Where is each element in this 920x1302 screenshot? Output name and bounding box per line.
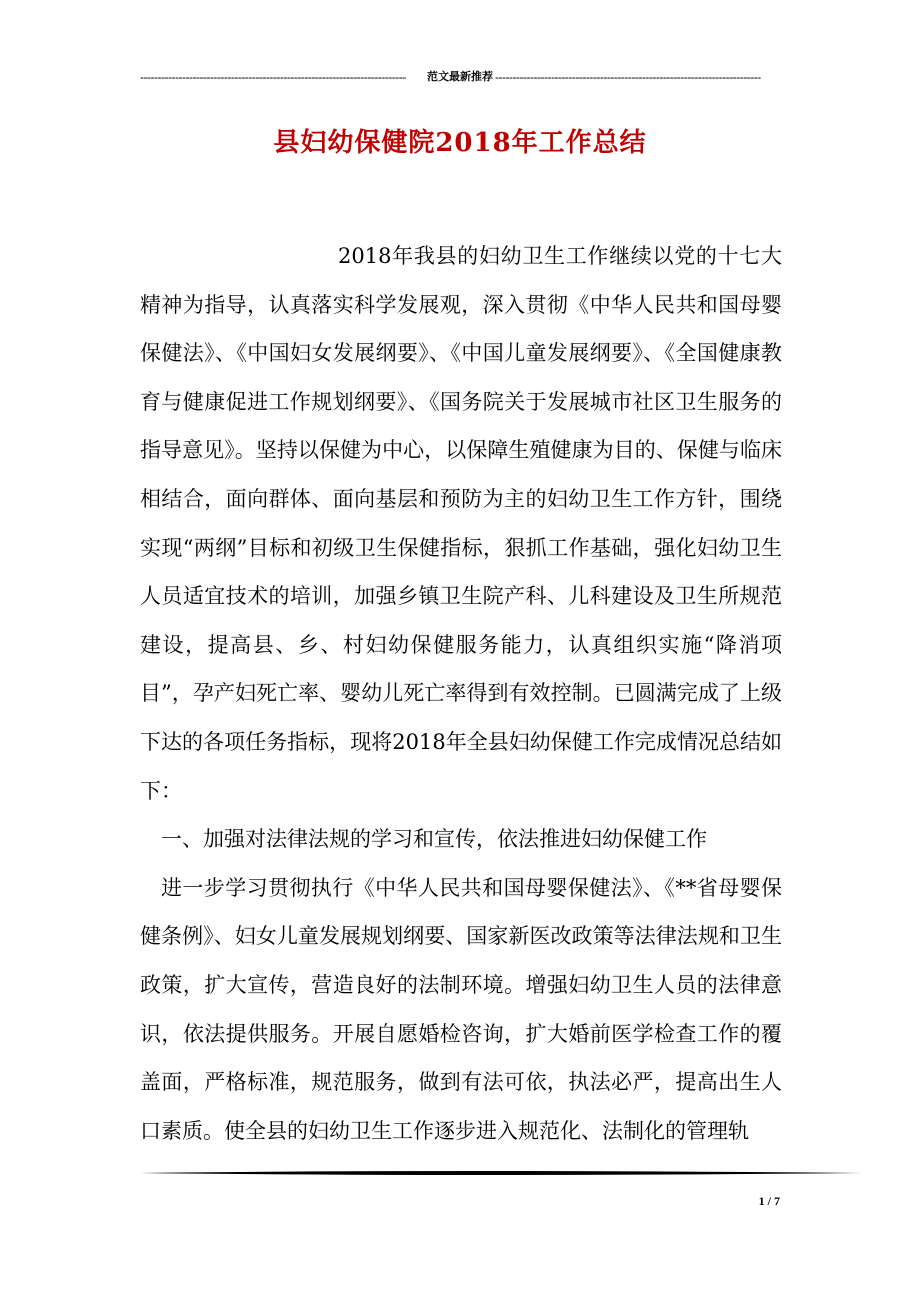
header-dashes-left: ---------------------------------------------------------------------------- xyxy=(140,70,406,84)
page-header xyxy=(140,68,780,86)
section-heading: 一、加强对法律法规的学习和宣传，依法推进妇幼保健工作 xyxy=(161,827,707,852)
page-number: 1 / 7 xyxy=(758,1194,780,1208)
header-label: 范文最新推荐 xyxy=(427,71,493,83)
header-dashes-right: ---------------------------------------------------------------------------- xyxy=(495,70,761,84)
paragraph-section-one: 进一步学习贯彻执行《中华人民共和国母婴保健法》、《**省母婴保健条例》、妇女儿童发展规划纲要、国家新医改政策等法律法规和卫生政策，扩大宣传，营造良好的法制环境。增强妇幼卫生人员的法律意识，依法提供服务。开展自愿婚检咨询，扩大婚前医学检查工作的覆盖面，严格标准，规范服务，做到有法可依，执法必严，提高出生人口素质。使全县的妇幼卫生工作逐步进入规范化、法制化的管理轨 xyxy=(140,875,782,1143)
document-body xyxy=(140,232,782,1155)
footer-rule xyxy=(140,1170,862,1176)
paragraph-intro: 2018年我县的妇幼卫生工作继续以党的十七大精神为指导，认真落实科学发展观，深入贯彻《中华人民共和国母婴保健法》、《中国妇女发展纲要》、《中国儿童发展纲要》、《全国健康教育与健康促进工作规划纲要》、《国务院关于发展城市社区卫生服务的指导意见》。坚持以保健为中心，以保障生殖健康为目的、保健与临床相结合，面向群体、面向基层和预防为主的妇幼卫生工作方针，围绕实现“两纲”目标和初级卫生保健指标，狠抓工作基础，强化妇幼卫生人员适宜技术的培训，加强乡镇卫生院产科、儿科建设及卫生所规范建设，提高县、乡、村妇幼保健服务能力，认真组织实施“降消项目”，孕产妇死亡率、婴幼儿死亡率得到有效控制。已圆满完成了上级下达的各项任务指标，现将2018年全县妇幼保健工作完成情况总结如下： xyxy=(140,244,782,803)
document-title: 县妇幼保健院2018年工作总结 xyxy=(273,128,647,158)
